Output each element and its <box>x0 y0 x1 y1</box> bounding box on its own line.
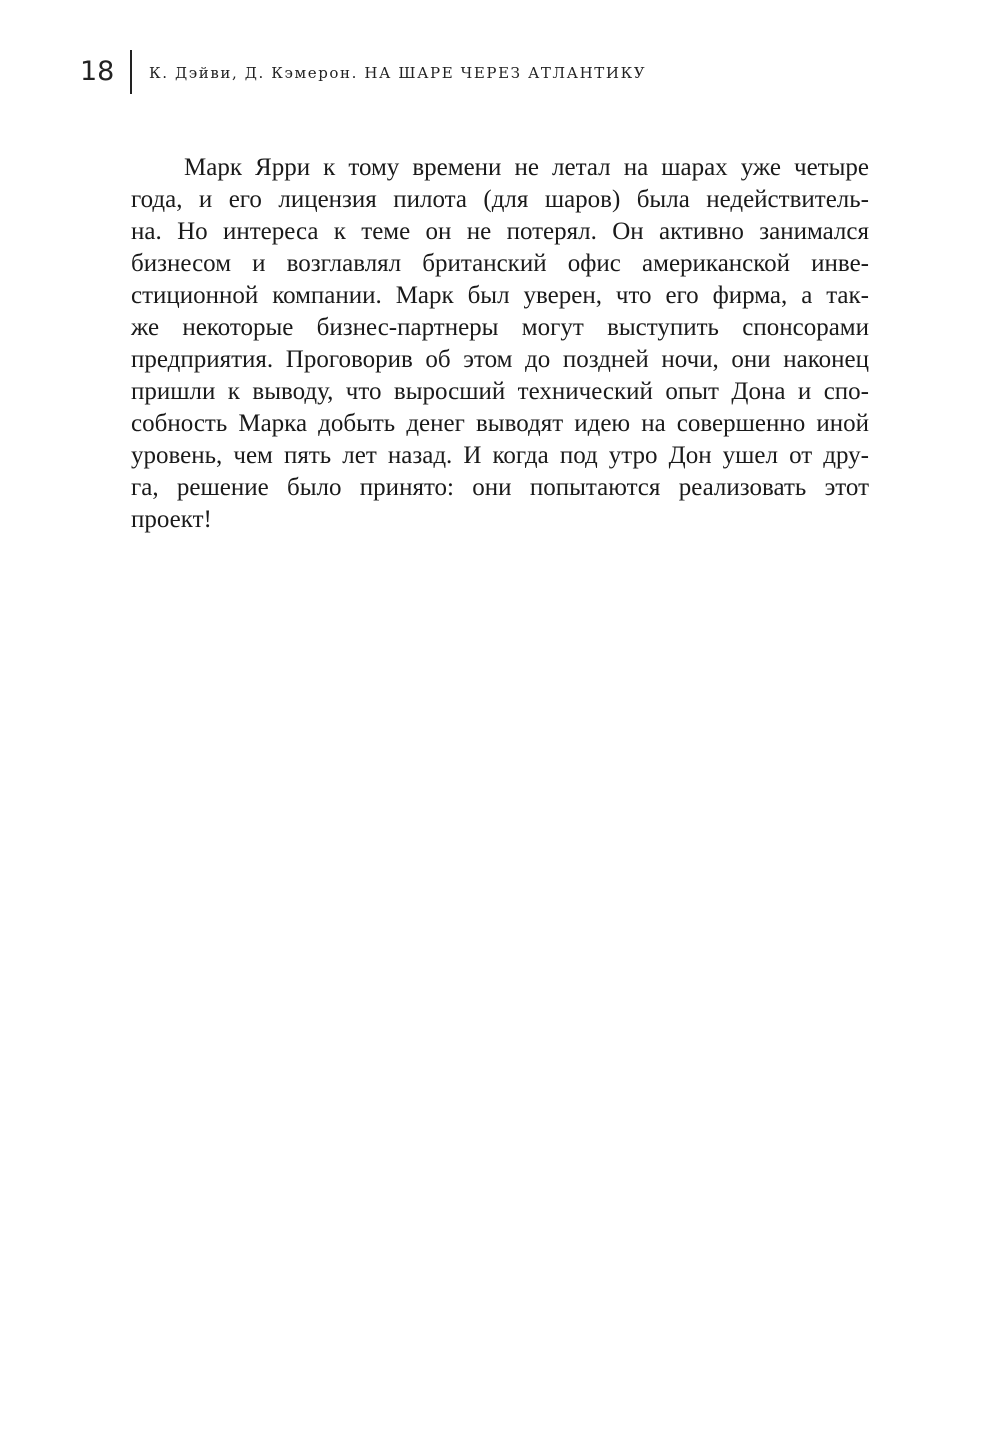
paragraph-line: собность Марка добыть денег выводят идею на совершенно иной <box>131 410 869 437</box>
body-paragraph <box>131 152 869 536</box>
paragraph-line: пришли к выводу, что выросший технический опыт Дона и спо- <box>131 378 869 405</box>
paragraph-line: же некоторые бизнес-партнеры могут выступить спонсорами <box>131 314 869 341</box>
paragraph-line: га, решение было принято: они попытаются реализовать этот <box>131 474 869 501</box>
paragraph-line: бизнесом и возглавлял британский офис американской инве- <box>131 250 869 277</box>
paragraph-line: Марк Ярри к тому времени не летал на шарах уже четыре <box>184 154 869 181</box>
paragraph-line: года, и его лицензия пилота (для шаров) была недействитель- <box>131 186 869 213</box>
running-title: К. Дэйви, Д. Кэмерон. НА ШАРЕ ЧЕРЕЗ АТЛАНТИКУ <box>149 64 647 82</box>
running-head <box>0 0 1000 120</box>
page-number: 18 <box>80 56 115 87</box>
paragraph-line: предприятия. Проговорив об этом до поздней ночи, они наконец <box>131 346 869 373</box>
paragraph-line: стиционной компании. Марк был уверен, что его фирма, а так- <box>131 282 869 309</box>
paragraph-line: на. Но интереса к теме он не потерял. Он активно занимался <box>131 218 869 245</box>
paragraph-line: уровень, чем пять лет назад. И когда под утро Дон ушел от дру- <box>131 442 869 469</box>
header-divider <box>130 50 132 94</box>
paragraph-line: проект! <box>131 506 212 533</box>
